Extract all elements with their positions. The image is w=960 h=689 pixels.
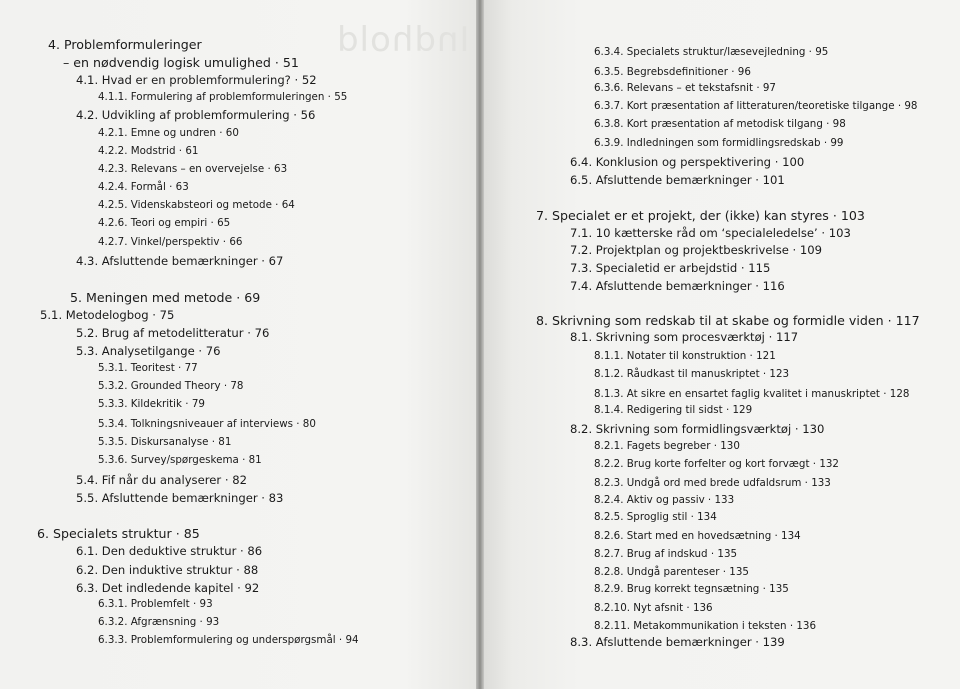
toc-subsection: 8.2.11. Metakommunikation i teksten · 136 [594,620,817,632]
toc-section: 7.2. Projektplan og projektbeskrivelse · 109 [570,243,823,257]
toc-subsection: 4.2.2. Modstrid · 61 [98,145,199,157]
toc-subsection: 4.2.1. Emne og undren · 60 [98,127,239,139]
toc-section: 4.3. Afsluttende bemærkninger · 67 [76,254,284,268]
toc-subsection: 6.3.7. Kort præsentation af litteraturen/teoretiske tilgange · 98 [594,100,918,112]
toc-subsection: 6.3.6. Relevans – et tekstafsnit · 97 [594,82,776,94]
toc-subsection: 5.3.4. Tolkningsniveauer af interviews · 80 [98,418,316,430]
toc-subsection: 8.2.7. Brug af indskud · 135 [594,548,738,560]
toc-section: 7.1. 10 kætterske råd om ‘specialeledelse’ · 103 [570,226,851,240]
toc-section: 8.2. Skrivning som formidlingsværktøj · 130 [570,422,825,436]
left-page [0,0,476,689]
toc-subsection: 4.1.1. Formulering af problemformuleringen · 55 [98,91,348,103]
toc-subsection: 6.3.5. Begrebsdefinitioner · 96 [594,66,751,78]
toc-section: 8.1. Skrivning som procesværktøj · 117 [570,330,799,344]
show-through-heading: Indhold [336,20,470,60]
toc-subsection: 8.1.4. Redigering til sidst · 129 [594,404,753,416]
toc-section: 5.1. Metodelogbog · 75 [40,308,175,322]
toc-section: 5.5. Afsluttende bemærkninger · 83 [76,491,284,505]
toc-section: 6.5. Afsluttende bemærkninger · 101 [570,173,785,187]
toc-subsection: 8.2.2. Brug korte forfelter og kort forvægt · 132 [594,458,839,470]
toc-subsection: 6.3.2. Afgrænsning · 93 [98,616,220,628]
toc-section: 5.2. Brug af metodelitteratur · 76 [76,326,270,340]
toc-subsection: 5.3.3. Kildekritik · 79 [98,398,205,410]
toc-subsection: 5.3.5. Diskursanalyse · 81 [98,436,232,448]
book-gutter [476,0,484,689]
toc-subsection: 6.3.8. Kort præsentation af metodisk tilgang · 98 [594,118,846,130]
toc-subsection: 8.1.1. Notater til konstruktion · 121 [594,350,776,362]
toc-section: 4.2. Udvikling af problemformulering · 56 [76,108,316,122]
toc-subsection: 4.2.4. Formål · 63 [98,181,189,193]
toc-subsection: 4.2.7. Vinkel/perspektiv · 66 [98,236,243,248]
toc-subsection: 8.1.3. At sikre en ensartet faglig kvalitet i manuskriptet · 128 [594,388,910,400]
toc-subsection: 8.2.3. Undgå ord med brede udfaldsrum · 133 [594,477,831,489]
toc-subsection: 8.2.4. Aktiv og passiv · 133 [594,494,735,506]
toc-section: 6.3. Det indledende kapitel · 92 [76,581,260,595]
toc-section: 6.2. Den induktive struktur · 88 [76,563,259,577]
toc-subsection: 6.3.9. Indledningen som formidlingsredskab · 99 [594,137,844,149]
toc-subsection: 8.2.10. Nyt afsnit · 136 [594,602,713,614]
toc-subsection: 6.3.3. Problemformulering og underspørgsmål · 94 [98,634,359,646]
toc-subsection: 8.2.5. Sproglig stil · 134 [594,511,717,523]
toc-subsection: 8.2.1. Fagets begreber · 130 [594,440,740,452]
toc-chapter: 5. Meningen med metode · 69 [70,290,261,305]
toc-chapter: 6. Specialets struktur · 85 [37,526,200,541]
toc-chapter: 8. Skrivning som redskab til at skabe og formidle viden · 117 [536,313,920,328]
toc-subsection: 4.2.6. Teori og empiri · 65 [98,217,231,229]
toc-subsection: 5.3.6. Survey/spørgeskema · 81 [98,454,262,466]
toc-section: 7.4. Afsluttende bemærkninger · 116 [570,279,785,293]
toc-subsection: 6.3.4. Specialets struktur/læsevejledning · 95 [594,46,829,58]
toc-subsection: 4.2.5. Videnskabsteori og metode · 64 [98,199,295,211]
toc-section: 8.3. Afsluttende bemærkninger · 139 [570,635,785,649]
toc-subsection: 8.2.9. Brug korrekt tegnsætning · 135 [594,583,789,595]
toc-subsection: 5.3.2. Grounded Theory · 78 [98,380,244,392]
toc-subsection: 5.3.1. Teoritest · 77 [98,362,198,374]
toc-section: 7.3. Specialetid er arbejdstid · 115 [570,261,771,275]
toc-section: 4.1. Hvad er en problemformulering? · 52 [76,73,317,87]
toc-subsection: 8.2.6. Start med en hovedsætning · 134 [594,530,801,542]
toc-section: 6.4. Konklusion og perspektivering · 100 [570,155,805,169]
toc-chapter: 4. Problemformuleringer [48,37,202,52]
toc-section: 5.4. Fif når du analyserer · 82 [76,473,247,487]
toc-subsection: 4.2.3. Relevans – en overvejelse · 63 [98,163,288,175]
toc-chapter: – en nødvendig logisk umulighed · 51 [63,55,299,70]
toc-chapter: 7. Specialet er et projekt, der (ikke) kan styres · 103 [536,208,865,223]
toc-subsection: 8.2.8. Undgå parenteser · 135 [594,566,749,578]
right-page [484,0,960,689]
toc-subsection: 6.3.1. Problemfelt · 93 [98,598,213,610]
toc-section: 5.3. Analysetilgange · 76 [76,344,221,358]
toc-section: 6.1. Den deduktive struktur · 86 [76,544,263,558]
toc-subsection: 8.1.2. Råudkast til manuskriptet · 123 [594,368,790,380]
